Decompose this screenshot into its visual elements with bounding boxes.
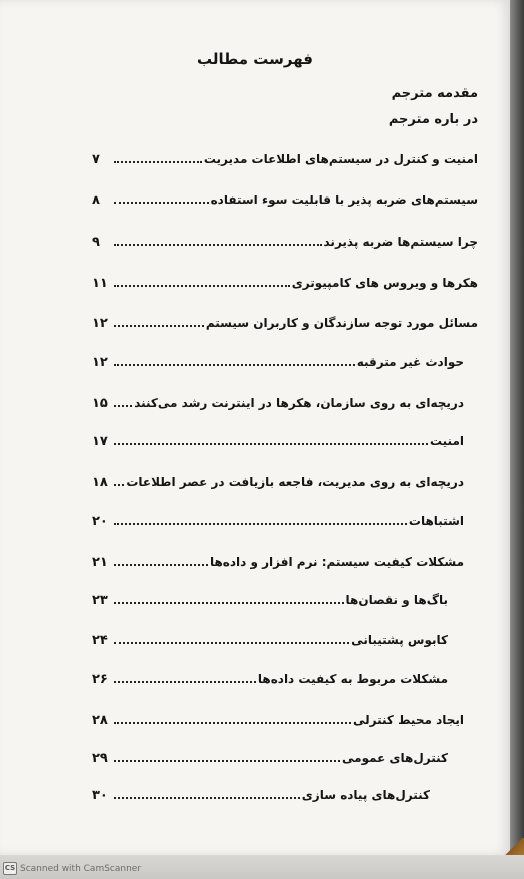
toc-entry-label: ایجاد محیط کنترلی [353,713,464,727]
toc-leader-dots [114,722,351,724]
toc-leader-dots [114,681,256,683]
toc-entry [92,310,478,332]
toc-entry-label: مشکلات مربوط به کیفیت داده‌ها [257,672,448,686]
toc-entry-label: دریچه‌ای به روی مدیریت، فاجعه بازیافت در عصر اطلاعات [126,475,464,489]
toc-entry-label: اشتباهات [408,514,464,528]
toc-leader-dots [114,161,202,163]
toc-entry-label: امنیت و کنترل در سیستم‌های اطلاعات مدیریت [203,152,478,166]
toc-entry-page: ۱۱ [92,276,108,291]
toc-entry-label: چرا سیستم‌ها ضربه پذیرند [323,235,478,249]
toc-entry-label: حوادث غیر مترقبه [356,355,464,369]
toc-leader-dots [114,405,132,407]
toc-intro-translator-preface: مقدمه مترجم [391,86,478,101]
scanner-watermark-text: Scanned with CamScanner [20,863,142,874]
toc-entry-page: ۲۱ [92,555,108,570]
toc-entry-label: کابوس پشتیبانی [351,633,448,647]
toc-entry [92,146,478,168]
toc-leader-dots [114,642,349,644]
toc-entry-page: ۲۹ [92,751,108,766]
toc-leader-dots [114,364,355,366]
toc-entry-page: ۸ [92,193,100,208]
toc-leader-dots [114,244,322,246]
toc-entry-page: ۲۸ [92,713,108,728]
toc-leader-dots [114,484,124,486]
toc-entry-page: ۷ [92,152,100,167]
toc-leader-dots [114,202,209,204]
toc-entry-page: ۱۲ [92,355,108,370]
toc-entry [92,469,464,491]
toc-entry-label: کنترل‌های عمومی [342,751,448,765]
toc-entry [92,745,448,767]
toc-entry [92,627,448,649]
toc-entry [92,229,478,251]
scanner-watermark [3,862,141,875]
toc-entry [92,187,478,209]
toc-entry [92,349,464,371]
toc-leader-dots [114,325,204,327]
toc-entry [92,428,464,450]
toc-entry [92,549,464,571]
toc-entry-page: ۱۵ [92,396,108,411]
camscanner-logo-icon: CS [3,862,17,875]
toc-entry-page: ۲۴ [92,633,108,648]
toc-entry-page: ۲۶ [92,672,108,687]
toc-entry-label: کنترل‌های پیاده سازی [301,788,430,802]
toc-entry [92,666,448,688]
toc-entry-page: ۱۷ [92,434,108,449]
toc-entry-label: هکرها و ویروس های کامپیوتری [291,276,478,290]
toc-entry-page: ۱۸ [92,475,108,490]
toc-entry-label: مشکلات کیفیت سیستم: نرم افزار و داده‌ها [209,555,464,569]
toc-leader-dots [114,797,300,799]
toc-entry-page: ۳۰ [92,788,108,803]
toc-entry [92,270,478,292]
toc-entry [92,587,448,609]
toc-entry-label: مسائل مورد توجه سازندگان و کاربران سیستم [205,316,478,330]
toc-entry-page: ۱۲ [92,316,108,331]
toc-entry-label: باگ‌ها و نقصان‌ها [345,593,448,607]
toc-leader-dots [114,523,407,525]
toc-intro-about-translator: در باره مترجم [388,112,478,127]
toc-leader-dots [114,760,340,762]
toc-entry-label: سیستم‌های ضربه پذیر با قابلیت سوء استفاده [210,193,478,207]
toc-entry-page: ۲۳ [92,593,108,608]
toc-title: فهرست مطالب [197,50,313,68]
toc-entry-page: ۲۰ [92,514,108,529]
toc-entry-label: امنیت [429,434,464,448]
toc-entry [92,707,464,729]
toc-leader-dots [114,443,428,445]
toc-leader-dots [114,602,344,604]
toc-entry [92,508,464,530]
toc-leader-dots [114,564,208,566]
toc-entry-label: دریچه‌ای به روی سازمان، هکرها در اینترنت رشد می‌کنند [134,396,464,410]
toc-leader-dots [114,285,290,287]
page-edge-shadow [510,0,524,879]
toc-entry-page: ۹ [92,235,100,250]
toc-entry [92,390,464,412]
toc-entry [92,782,430,804]
